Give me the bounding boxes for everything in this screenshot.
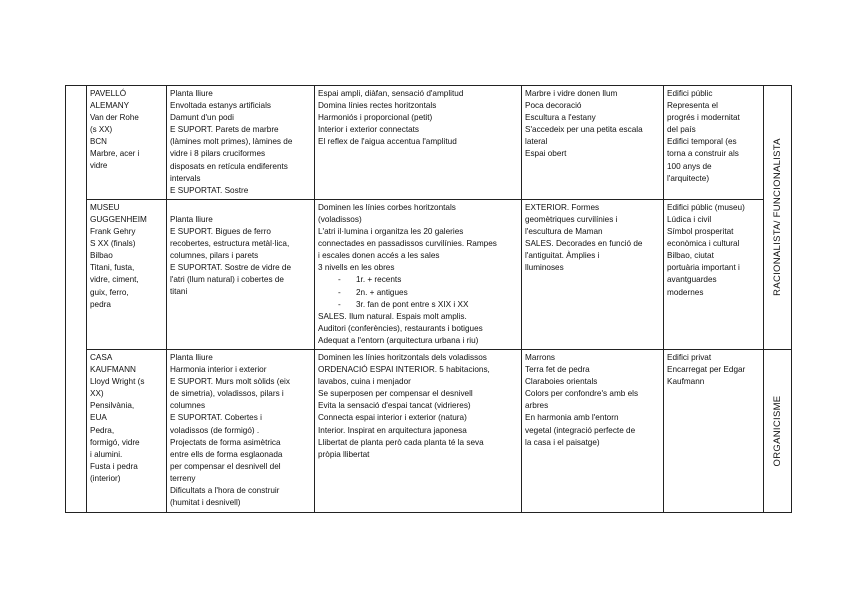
function-cell: Edifici privat Encarregat per Edgar Kaufmann: [664, 349, 764, 512]
category-label: RACIONALISTA/ FUNCIONALISTA: [771, 138, 783, 297]
list-item: - 2n. + antigues: [318, 287, 518, 299]
function-cell: Edifici públic (museu) Lúdica i civil Símbol prosperitat econòmica i cultural Bilbao, ciutat portuària important i avantguardes modernes: [664, 199, 764, 349]
building-name-cell: MUSEU GUGGENHEIM Frank Gehry S XX (finals) Bilbao Titani, fusta, vidre, ciment, guix, ferro, pedra: [87, 199, 167, 349]
materials-cell: Marbre i vidre donen llum Poca decoració Escultura a l'estany S'accedeix per una petita escala lateral Espai obert: [522, 86, 664, 200]
space-cell: Dominen les línies corbes horitzontals (voladissos) L'atri il·lumina i organitza les 20 galeries connectades en passadissos curvilínies. Rampes i escales donen accés a les sales 3 nivells en les obres - 1r. + recents - 2n. + antigues - 3r. fan de pont entre s XIX i XX SALES. Ilum natural. Espais molt amplis. Auditori (conferències), restaurants i botigues Adequat a l'entorn (arquitectura urbana i riu): [315, 199, 522, 349]
building-name-cell: [87, 86, 167, 200]
list-item: - 3r. fan de pont entre s XIX i XX: [318, 299, 518, 311]
plan-structure-cell: Planta lliure Harmonia interior i exterior E SUPORT. Murs molt sòlids (eix de simetria), voladissos, pilars i columnes E SUPORTAT. Cobertes i voladissos (de formigó) . Projectats de forma asimètrica entre ells de forma esglaonada per compensar el desnivell del terreny Dificultats a l'hora de construir (humitat i desnivell): [167, 349, 315, 512]
plan-structure-cell: Planta lliure Envoltada estanys artificials Damunt d'un podi E SUPORT. Parets de marbre (làmines molt primes), làmines de vidre i 8 pilars cruciformes disposats en retícula endiferents intervals E SUPORTAT. Sostre: [167, 86, 315, 200]
architecture-comparison-table: [65, 85, 792, 513]
table-row: [66, 349, 792, 512]
materials-cell: EXTERIOR. Formes geomètriques curvilínies i l'escultura de Maman SALES. Decorades en funció de l'antiguitat. Àmplies i lluminoses: [522, 199, 664, 349]
function-cell: Edifici públic Representa el progrés i modernitat del país Edifici temporal (es torna a construir als 100 anys de l'arquitecte): [664, 86, 764, 200]
table-row: [66, 86, 792, 200]
category-cell-racionalista: [764, 86, 792, 350]
building-name: PAVELLÓ ALEMANY: [90, 89, 130, 111]
category-cell-organicisme: [764, 349, 792, 512]
category-label: ORGANICISME: [771, 395, 783, 467]
space-cell: Espai ampli, diàfan, sensació d'amplitud Domina línies rectes horitzontals Harmoniós i proporcional (petit) Interior i exterior connectats El reflex de l'aigua accentua l'amplitud: [315, 86, 522, 200]
building-name-cell: CASA KAUFMANN Lloyd Wright (s XX) Pensilvània, EUA Pedra, formigó, vidre i alumini. Fusta i pedra (interior): [87, 349, 167, 512]
building-detail: Van der Rohe (s XX) BCN Marbre, acer i vidre: [90, 113, 140, 171]
materials-cell: Marrons Terra fet de pedra Claraboies orientals Colors per confondre's amb els arbres En harmonia amb l'entorn vegetal (integració perfecte de la casa i el paisatge): [522, 349, 664, 512]
list-item: - 1r. + recents: [318, 274, 518, 286]
plan-structure-cell: Planta lliure E SUPORT. Bigues de ferro recobertes, estructura metàl·lica, columnes, pilars i parets E SUPORTAT. Sostre de vidre de l'atri (llum natural) i cobertes de titani: [167, 199, 315, 349]
blank-column-cell: [66, 86, 87, 513]
table-row: [66, 199, 792, 349]
space-cell: Dominen les línies horitzontals dels voladissos ORDENACIÓ ESPAI INTERIOR. 5 habitacions, lavabos, cuina i menjador Se superposen per compensar el desnivell Evita la sensació d'espai tancat (vidrieres) Connecta espai interior i exterior (natura) Interior. Inspirat en arquitectura japonesa Llibertat de planta però cada planta té la seva pròpia llibertat: [315, 349, 522, 512]
